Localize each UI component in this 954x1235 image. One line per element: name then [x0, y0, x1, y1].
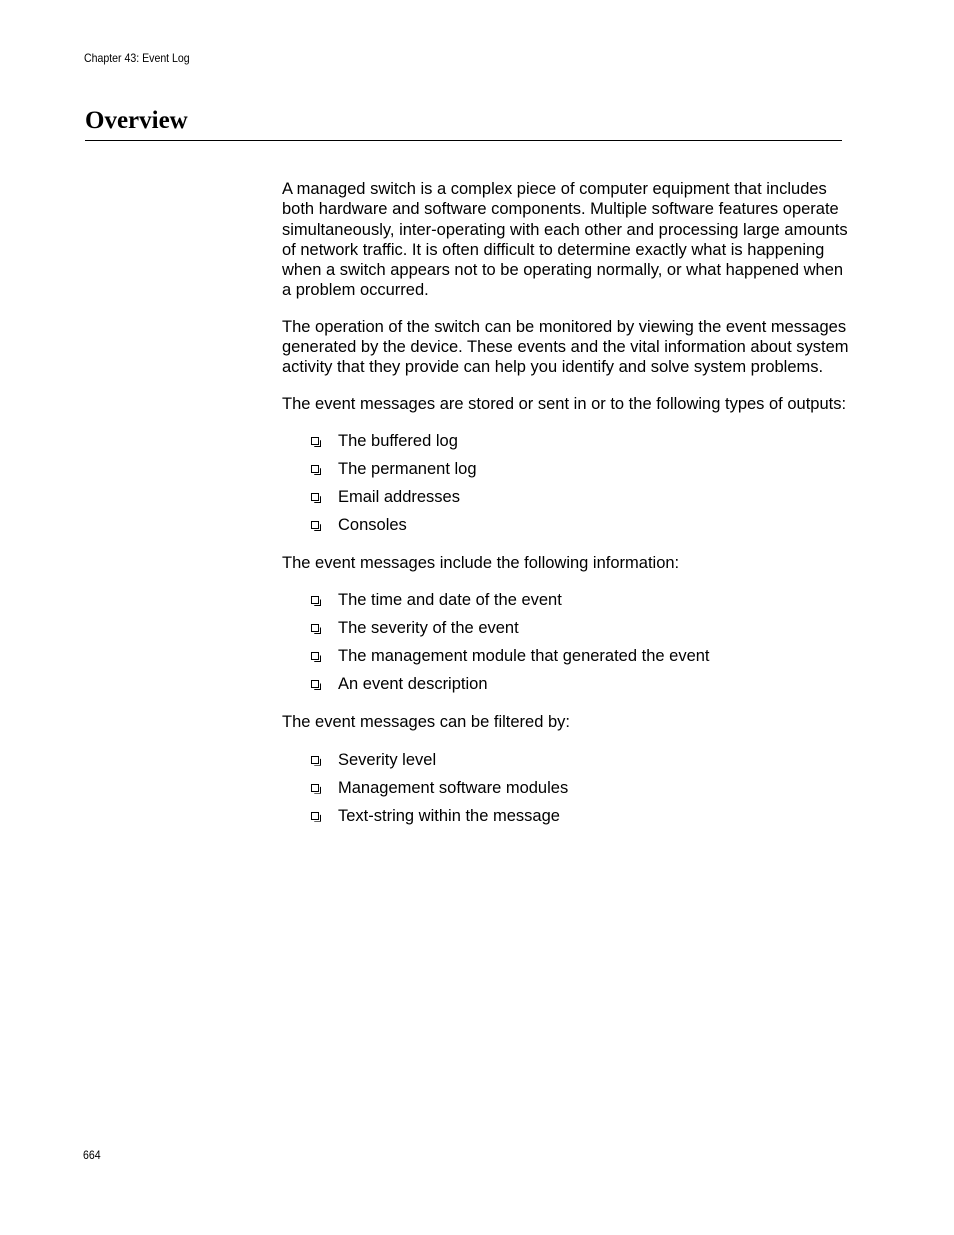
list-item: [282, 459, 854, 487]
list-item: [282, 487, 854, 515]
list-item-text: Email addresses: [338, 487, 460, 506]
square-bullet-icon: [311, 624, 319, 632]
square-bullet-icon: [311, 493, 319, 501]
body-text: [282, 179, 854, 834]
square-bullet-icon: [311, 437, 319, 445]
square-bullet-icon: [311, 680, 319, 688]
list-item-text: Consoles: [338, 515, 407, 534]
running-header: Chapter 43: Event Log: [84, 51, 190, 65]
filters-list: [282, 750, 854, 834]
page-number: 664: [83, 1148, 101, 1162]
list-item-text: Text-string within the message: [338, 806, 560, 825]
list-item-text: The management module that generated the event: [338, 647, 710, 666]
list-item: [282, 674, 854, 702]
monitoring-paragraph: The operation of the switch can be monitored by viewing the event messages generated by the device. These events and the vital information about system activity that they provide can help you identify and solve system problems.: [282, 317, 849, 377]
square-bullet-icon: [311, 521, 319, 529]
list-item-text: Severity level: [338, 750, 437, 769]
list-item: [282, 618, 854, 646]
information-list: [282, 590, 854, 702]
list-item: [282, 806, 854, 834]
list-item-text: The severity of the event: [338, 619, 519, 638]
outputs-intro-paragraph: The event messages are stored or sent in or to the following types of outputs:: [282, 394, 847, 413]
list-item: [282, 778, 854, 806]
square-bullet-icon: [311, 812, 319, 820]
title-rule: [85, 140, 842, 141]
list-item-text: The time and date of the event: [338, 591, 562, 610]
list-item: [282, 590, 854, 618]
square-bullet-icon: [311, 756, 319, 764]
outputs-list: [282, 431, 854, 543]
section-title: Overview: [85, 107, 188, 134]
square-bullet-icon: [311, 784, 319, 792]
square-bullet-icon: [311, 596, 319, 604]
list-item-text: The buffered log: [338, 431, 458, 450]
list-item: [282, 515, 854, 543]
list-item-text: Management software modules: [338, 778, 569, 797]
filter-intro-paragraph: The event messages can be filtered by:: [282, 713, 570, 732]
intro-paragraph: A managed switch is a complex piece of computer equipment that includes both hardware and software components. Multiple software features operate simultaneously, inter-operating with each other and processing large amounts of network traffic. It is often difficult to determine exactly what is happening when a switch appears not to be operating normally, or what happened when a problem occurred.: [282, 180, 848, 300]
list-item: [282, 750, 854, 778]
square-bullet-icon: [311, 465, 319, 473]
list-item: [282, 646, 854, 674]
list-item-text: The permanent log: [338, 459, 477, 478]
list-item-text: An event description: [338, 675, 488, 694]
list-item: [282, 431, 854, 459]
information-intro-paragraph: The event messages include the following information:: [282, 553, 680, 572]
square-bullet-icon: [311, 652, 319, 660]
